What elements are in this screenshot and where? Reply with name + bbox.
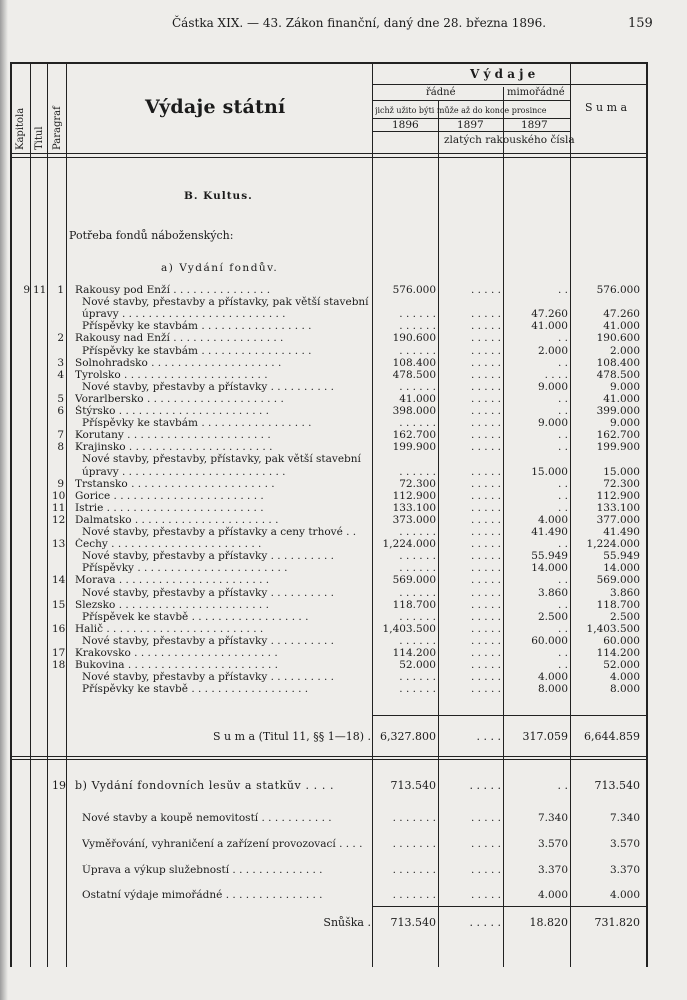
value-mimoradne: . . <box>557 405 568 417</box>
years-rule <box>372 131 570 132</box>
paragraf-cell: 14 <box>52 574 66 587</box>
value-mimoradne: 14.000 <box>531 562 568 575</box>
row-label: Štýrsko . . . . . . . . . . . . . . . . . . . . . . . <box>75 405 269 417</box>
value-1897: . . . . . <box>470 477 501 490</box>
paragraf-cell: 17 <box>52 647 66 659</box>
table-row <box>0 514 687 526</box>
value-suma: 478.500 <box>596 368 640 381</box>
value-1897: . . . . . <box>470 647 501 659</box>
value-1896: . . . . . . <box>399 671 436 684</box>
value-mimoradne: . . <box>557 392 568 405</box>
value-1897: . . . . . <box>470 489 501 502</box>
value-1896: . . . . . . . <box>392 889 436 901</box>
table-row <box>0 671 687 683</box>
value-1897: . . . . . <box>470 598 501 611</box>
value-1897: . . . . . <box>470 526 501 538</box>
snuska-top-rule <box>373 906 646 907</box>
section-b-total: 713.540 <box>594 779 640 792</box>
value-mimoradne: 3.570 <box>537 838 568 850</box>
value-1896: . . . . . . <box>399 308 436 321</box>
table-row <box>0 308 687 320</box>
row-label: Příspěvky ke stavbám . . . . . . . . . . . . . . . . . <box>82 417 312 430</box>
value-1897: . . . . . <box>470 308 501 321</box>
titul-cell: 11 <box>33 284 47 296</box>
value-suma: 47.260 <box>603 308 640 321</box>
value-suma: 41.000 <box>603 320 640 333</box>
value-1897: . . . . . <box>470 380 501 393</box>
value-mimoradne: . . <box>557 647 568 659</box>
value-1897: . . . . . <box>470 417 501 430</box>
table-row <box>0 381 687 393</box>
row-label: Krajinsko . . . . . . . . . . . . . . . . . . . . . . <box>75 441 273 454</box>
value-suma: 41.490 <box>603 526 640 538</box>
suma-bottom-rule-2 <box>12 759 646 760</box>
suma-1897: . . . . <box>476 730 501 743</box>
value-1897: . . . . . <box>470 368 501 381</box>
row-label: Nové stavby a koupě nemovitostí . . . . . . . . . . . <box>82 812 332 824</box>
header-jichz: jichž užito býti může až do konce prosince <box>375 106 547 115</box>
value-1896: 569.000 <box>392 574 436 587</box>
section-b-row <box>0 780 687 792</box>
value-suma: 399.000 <box>596 405 640 417</box>
value-1896: 118.700 <box>392 598 436 611</box>
value-suma: 9.000 <box>609 417 640 430</box>
table-row <box>0 478 687 490</box>
value-1896: . . . . . . <box>399 344 436 357</box>
paragraf-cell: 6 <box>57 405 64 417</box>
row-label: Nové stavby, přestavby a přístavky . . . . . . . . . . <box>82 550 335 563</box>
value-1896: 1,403.500 <box>382 622 436 635</box>
value-1897: . . . . . <box>470 356 501 369</box>
value-mimoradne: . . <box>557 574 568 587</box>
value-mimoradne: 4.000 <box>537 671 568 684</box>
value-suma: 55.949 <box>603 550 640 563</box>
table-row <box>0 502 687 514</box>
header-kapitola: Kapitola <box>15 107 26 150</box>
value-mimoradne: 9.000 <box>537 380 568 393</box>
value-1896: 133.100 <box>392 501 436 514</box>
row-label: Ostatní výdaje mimořádné . . . . . . . . . . . . . . . <box>82 889 323 901</box>
value-mimoradne: . . <box>557 477 568 490</box>
paragraf-cell: 7 <box>57 429 64 442</box>
row-label: Nové stavby, přestavby a přístavky . . . . . . . . . . <box>82 671 335 684</box>
value-1897: . . . . . <box>470 538 501 551</box>
row-label: Nové stavby, přestavby a přístavky . . . . . . . . . . <box>82 586 335 599</box>
paragraf-cell: 2 <box>57 332 64 345</box>
table-row <box>0 550 687 562</box>
value-1897: . . . . . <box>470 622 501 635</box>
value-mimoradne: 2.000 <box>537 344 568 357</box>
section-b-item-row <box>0 864 687 876</box>
header-year-1897-b: 1897 <box>521 119 548 131</box>
table-row <box>0 599 687 611</box>
row-label: úpravy . . . . . . . . . . . . . . . . . . . . . . . . . <box>82 465 286 478</box>
value-1896: 112.900 <box>392 489 436 502</box>
value-1897: . . . . . <box>470 574 501 587</box>
table-row <box>0 466 687 478</box>
value-1896: . . . . . . <box>399 586 436 599</box>
table-row <box>0 357 687 369</box>
row-label: Korutany . . . . . . . . . . . . . . . . . . . . . . <box>75 429 271 442</box>
value-mimoradne: 9.000 <box>537 417 568 430</box>
paragraf-cell: 18 <box>52 659 66 672</box>
row-label: Morava . . . . . . . . . . . . . . . . . . . . . . . <box>75 574 270 587</box>
value-1897: . . . . . <box>470 812 501 824</box>
value-1896: 114.200 <box>392 647 436 659</box>
table-row <box>0 683 687 695</box>
table-row <box>0 659 687 671</box>
value-suma: 8.000 <box>609 683 640 696</box>
row-label: Vyměřování, vyhraničení a zařízení provozovací . . . . <box>82 838 363 850</box>
header-mimoradne: mimořádné <box>507 87 565 98</box>
value-mimoradne: 41.000 <box>531 320 568 333</box>
suma-total: 6,644.859 <box>584 730 640 743</box>
value-mimoradne: . . <box>557 489 568 502</box>
value-mimoradne: 3.860 <box>537 586 568 599</box>
row-label: Nové stavby, přestavby a přístavky a ceny trhové . . <box>82 526 357 538</box>
value-mimoradne: . . <box>557 429 568 442</box>
row-label: Bukovina . . . . . . . . . . . . . . . . . . . . . . . <box>75 659 279 672</box>
value-1896: . . . . . . . <box>392 812 436 824</box>
value-1896: . . . . . . <box>399 550 436 563</box>
value-mimoradne: 7.340 <box>537 812 568 824</box>
value-1896: 108.400 <box>392 356 436 369</box>
value-mimoradne: 55.949 <box>531 550 568 563</box>
table-row <box>0 320 687 332</box>
paragraf-cell: 12 <box>52 513 66 526</box>
value-1897: . . . . . <box>470 671 501 684</box>
value-suma: 14.000 <box>603 562 640 575</box>
table-row <box>0 574 687 586</box>
section-intro: Potřeba fondů náboženských: <box>69 229 234 242</box>
value-1896: . . . . . . <box>399 683 436 696</box>
table-row <box>0 345 687 357</box>
value-suma: 108.400 <box>596 356 640 369</box>
table-row <box>0 611 687 623</box>
row-label: Rakousy nad Enží . . . . . . . . . . . . . . . . . <box>75 332 284 345</box>
value-1897: . . . . . <box>470 659 501 672</box>
row-label: Halič . . . . . . . . . . . . . . . . . . . . . . . . <box>75 622 264 635</box>
paragraf-cell: 11 <box>52 501 66 514</box>
value-mimoradne: . . <box>557 622 568 635</box>
value-1896: . . . . . . <box>399 610 436 623</box>
section-heading: B. Kultus. <box>184 190 253 202</box>
row-label: Nové stavby, přestavby a přístavky . . . . . . . . . . <box>82 634 335 647</box>
table-title: Výdaje státní <box>145 96 286 118</box>
value-mimoradne: 3.370 <box>537 864 568 876</box>
row-label: Nové stavby, přestavby, přístavky, pak větší stavební <box>82 453 361 466</box>
section-b-1896: 713.540 <box>390 779 436 792</box>
value-suma: 118.700 <box>596 598 640 611</box>
table-row <box>0 490 687 502</box>
value-suma: 569.000 <box>596 574 640 587</box>
value-1896: 478.500 <box>392 368 436 381</box>
radne-rule <box>372 100 570 101</box>
section-b-item-row <box>0 889 687 901</box>
header-bottom-rule-2 <box>10 157 648 158</box>
table-row <box>0 453 687 465</box>
value-1897: . . . . . <box>470 513 501 526</box>
value-1896: 398.000 <box>392 405 436 417</box>
table-row <box>0 332 687 344</box>
paragraf-cell: 16 <box>52 622 66 635</box>
value-suma: 162.700 <box>596 429 640 442</box>
kapitola-cell: 9 <box>23 284 30 296</box>
value-suma: 3.860 <box>609 586 640 599</box>
value-1896: . . . . . . <box>399 380 436 393</box>
value-suma: 15.000 <box>603 465 640 478</box>
table-row <box>0 429 687 441</box>
row-label: Rakousy pod Enží . . . . . . . . . . . . . . . <box>75 284 271 296</box>
row-label: Slezsko . . . . . . . . . . . . . . . . . . . . . . . <box>75 598 269 611</box>
section-sub-a: a) Vydání fondův. <box>161 262 279 274</box>
snuska-total: 731.820 <box>594 916 640 929</box>
row-label: Nové stavby, přestavby a přístavky, pak větší stavební <box>82 296 369 309</box>
value-1897: . . . . . <box>470 562 501 575</box>
value-1897: . . . . . <box>470 429 501 442</box>
value-mimoradne: 4.000 <box>537 889 568 901</box>
value-1897: . . . . . <box>470 392 501 405</box>
snuska-1896: 713.540 <box>390 916 436 929</box>
section-b-item-row <box>0 812 687 824</box>
value-suma: 72.300 <box>603 477 640 490</box>
snuska-label: Snůška . <box>323 916 371 929</box>
table-row <box>0 393 687 405</box>
header-vydaje: V ý d a j e <box>470 67 536 81</box>
table-row <box>0 623 687 635</box>
section-b-paragraf: 19 <box>52 779 66 792</box>
paragraf-cell: 9 <box>57 477 64 490</box>
table-row <box>0 296 687 308</box>
value-suma: 41.000 <box>603 392 640 405</box>
row-label: Trstansko . . . . . . . . . . . . . . . . . . . . . . <box>75 477 275 490</box>
value-1896: 199.900 <box>392 441 436 454</box>
value-suma: 2.500 <box>609 610 640 623</box>
value-suma: 52.000 <box>603 659 640 672</box>
value-mimoradne: . . <box>557 598 568 611</box>
snuska-1897: . . . . . <box>469 916 501 929</box>
value-1897: . . . . . <box>470 683 501 696</box>
value-1897: . . . . . <box>470 586 501 599</box>
value-1897: . . . . . <box>470 344 501 357</box>
paragraf-cell: 10 <box>52 489 66 502</box>
value-suma: 1,403.500 <box>586 622 640 635</box>
value-suma: 199.900 <box>596 441 640 454</box>
paragraf-cell: 4 <box>57 368 64 381</box>
value-mimoradne: . . <box>557 659 568 672</box>
suma-mimoradne: 317.059 <box>522 730 568 743</box>
value-suma: 4.000 <box>609 671 640 684</box>
value-1896: 576.000 <box>392 284 436 296</box>
section-b-1897: . . . . . <box>469 779 501 792</box>
value-1897: . . . . . <box>470 634 501 647</box>
table-row <box>0 417 687 429</box>
row-label: Příspěvky . . . . . . . . . . . . . . . . . . . . . . . <box>82 562 288 575</box>
header-year-1897-a: 1897 <box>457 119 484 131</box>
value-suma: 576.000 <box>596 284 640 296</box>
suma-row <box>0 731 687 743</box>
value-suma: 3.370 <box>609 864 640 876</box>
row-label: Gorice . . . . . . . . . . . . . . . . . . . . . . . <box>75 489 264 502</box>
section-b-item-row <box>0 838 687 850</box>
table-row <box>0 441 687 453</box>
value-1897: . . . . . <box>470 405 501 417</box>
value-mimoradne: . . <box>557 441 568 454</box>
value-mimoradne: 4.000 <box>537 513 568 526</box>
value-1896: 52.000 <box>399 659 436 672</box>
snuska-mimoradne: 18.820 <box>529 916 568 929</box>
value-suma: 112.900 <box>596 489 640 502</box>
value-1897: . . . . . <box>470 441 501 454</box>
table-row <box>0 526 687 538</box>
row-label: Příspěvky ke stavbám . . . . . . . . . . . . . . . . . <box>82 320 312 333</box>
value-mimoradne: 47.260 <box>531 308 568 321</box>
running-header: Částka XIX. — 43. Zákon finanční, daný dne 28. března 1896. <box>172 16 547 30</box>
value-mimoradne: 15.000 <box>531 465 568 478</box>
suma-bottom-rule <box>12 756 646 757</box>
header-paragraf: Paragraf <box>52 106 63 150</box>
table-row <box>0 562 687 574</box>
header-bottom-rule <box>10 153 648 154</box>
value-suma: 2.000 <box>609 344 640 357</box>
value-1896: 162.700 <box>392 429 436 442</box>
row-label: Istrie . . . . . . . . . . . . . . . . . . . . . . . . <box>75 501 264 514</box>
header-currency: zlatých rakouského čísla <box>444 134 575 146</box>
value-suma: 4.000 <box>609 889 640 901</box>
value-1896: . . . . . . <box>399 526 436 538</box>
table-row <box>0 635 687 647</box>
value-1896: . . . . . . . <box>392 838 436 850</box>
value-1896: . . . . . . <box>399 634 436 647</box>
value-1896: 72.300 <box>399 477 436 490</box>
value-1897: . . . . . <box>470 864 501 876</box>
table-row <box>0 587 687 599</box>
page-number: 159 <box>628 16 653 31</box>
value-1896: . . . . . . <box>399 417 436 430</box>
value-suma: 133.100 <box>596 501 640 514</box>
row-label: Vorarlbersko . . . . . . . . . . . . . . . . . . . . . <box>75 392 284 405</box>
value-1897: . . . . . <box>470 501 501 514</box>
suma-1896: 6,327.800 <box>380 730 436 743</box>
value-1897: . . . . . <box>470 332 501 345</box>
paragraf-cell: 13 <box>52 538 66 551</box>
row-label: Úprava a výkup služebností . . . . . . . . . . . . . . <box>82 864 323 876</box>
row-label: Čechy . . . . . . . . . . . . . . . . . . . . . . . <box>75 538 262 551</box>
value-suma: 9.000 <box>609 380 640 393</box>
table-row <box>0 647 687 659</box>
row-label: Nové stavby, přestavby a přístavky . . . . . . . . . . <box>82 380 335 393</box>
value-mimoradne: 60.000 <box>531 634 568 647</box>
value-suma: 114.200 <box>596 647 640 659</box>
suma-top-rule <box>373 715 646 716</box>
value-1897: . . . . . <box>470 838 501 850</box>
paragraf-cell: 3 <box>57 356 64 369</box>
value-suma: 1,224.000 <box>586 538 640 551</box>
table-row <box>0 538 687 550</box>
value-mimoradne: . . <box>557 538 568 551</box>
value-suma: 60.000 <box>603 634 640 647</box>
value-1896: . . . . . . . <box>392 864 436 876</box>
value-1896: 190.600 <box>392 332 436 345</box>
header-titul: Titul <box>34 126 45 150</box>
paragraf-cell: 1 <box>57 284 64 296</box>
header-year-1896: 1896 <box>392 119 419 131</box>
table-top-rule <box>10 62 648 64</box>
value-1897: . . . . . <box>470 320 501 333</box>
row-label: Příspěvky ke stavbám . . . . . . . . . . . . . . . . . <box>82 344 312 357</box>
value-1897: . . . . . <box>470 610 501 623</box>
suma-label: S u m a (Titul 11, §§ 1—18) . <box>212 730 371 743</box>
header-radne: řádné <box>426 87 456 98</box>
value-suma: 7.340 <box>609 812 640 824</box>
value-mimoradne: . . <box>557 501 568 514</box>
value-1897: . . . . . <box>470 284 501 296</box>
value-mimoradne: . . <box>557 284 568 296</box>
paragraf-cell: 5 <box>57 392 64 405</box>
section-b-label: b) Vydání fondovních lesův a statkův . . . . <box>75 780 335 792</box>
paragraf-cell: 15 <box>52 598 66 611</box>
value-mimoradne: . . . . <box>544 368 568 381</box>
value-1896: . . . . . . <box>399 562 436 575</box>
row-label: Solnohradsko . . . . . . . . . . . . . . . . . . . . <box>75 356 282 369</box>
value-suma: 377.000 <box>596 513 640 526</box>
value-1896: 41.000 <box>399 392 436 405</box>
value-suma: 3.570 <box>609 838 640 850</box>
snuska-row <box>0 917 687 929</box>
row-label: Příspěvek ke stavbě . . . . . . . . . . . . . . . . . . <box>82 610 309 623</box>
value-mimoradne: . . <box>557 356 568 369</box>
vydaje-rule <box>372 84 646 85</box>
row-label: Krakovsko . . . . . . . . . . . . . . . . . . . . . . <box>75 647 278 659</box>
value-1897: . . . . . <box>470 550 501 563</box>
section-b-mimoradne: . . <box>557 779 568 792</box>
table-row <box>0 405 687 417</box>
value-1896: 373.000 <box>392 513 436 526</box>
row-label: Dalmatsko . . . . . . . . . . . . . . . . . . . . . . <box>75 513 279 526</box>
value-1897: . . . . . <box>470 465 501 478</box>
table-row <box>0 369 687 381</box>
value-1896: . . . . . . <box>399 320 436 333</box>
value-mimoradne: 41.490 <box>531 526 568 538</box>
value-suma: 190.600 <box>596 332 640 345</box>
value-mimoradne: . . <box>557 332 568 345</box>
table-row <box>0 284 687 296</box>
value-1897: . . . . . <box>470 889 501 901</box>
value-1896: 1,224.000 <box>382 538 436 551</box>
row-label: úpravy . . . . . . . . . . . . . . . . . . . . . . . . . <box>82 308 286 321</box>
header-suma: S u m a <box>585 101 628 114</box>
paragraf-cell: 8 <box>57 441 64 454</box>
value-1896: . . . . . . <box>399 465 436 478</box>
value-mimoradne: 2.500 <box>537 610 568 623</box>
row-label: Tyrolsko . . . . . . . . . . . . . . . . . . . . . . <box>75 368 268 381</box>
value-mimoradne: 8.000 <box>537 683 568 696</box>
row-label: Příspěvky ke stavbě . . . . . . . . . . . . . . . . . . <box>82 683 309 696</box>
